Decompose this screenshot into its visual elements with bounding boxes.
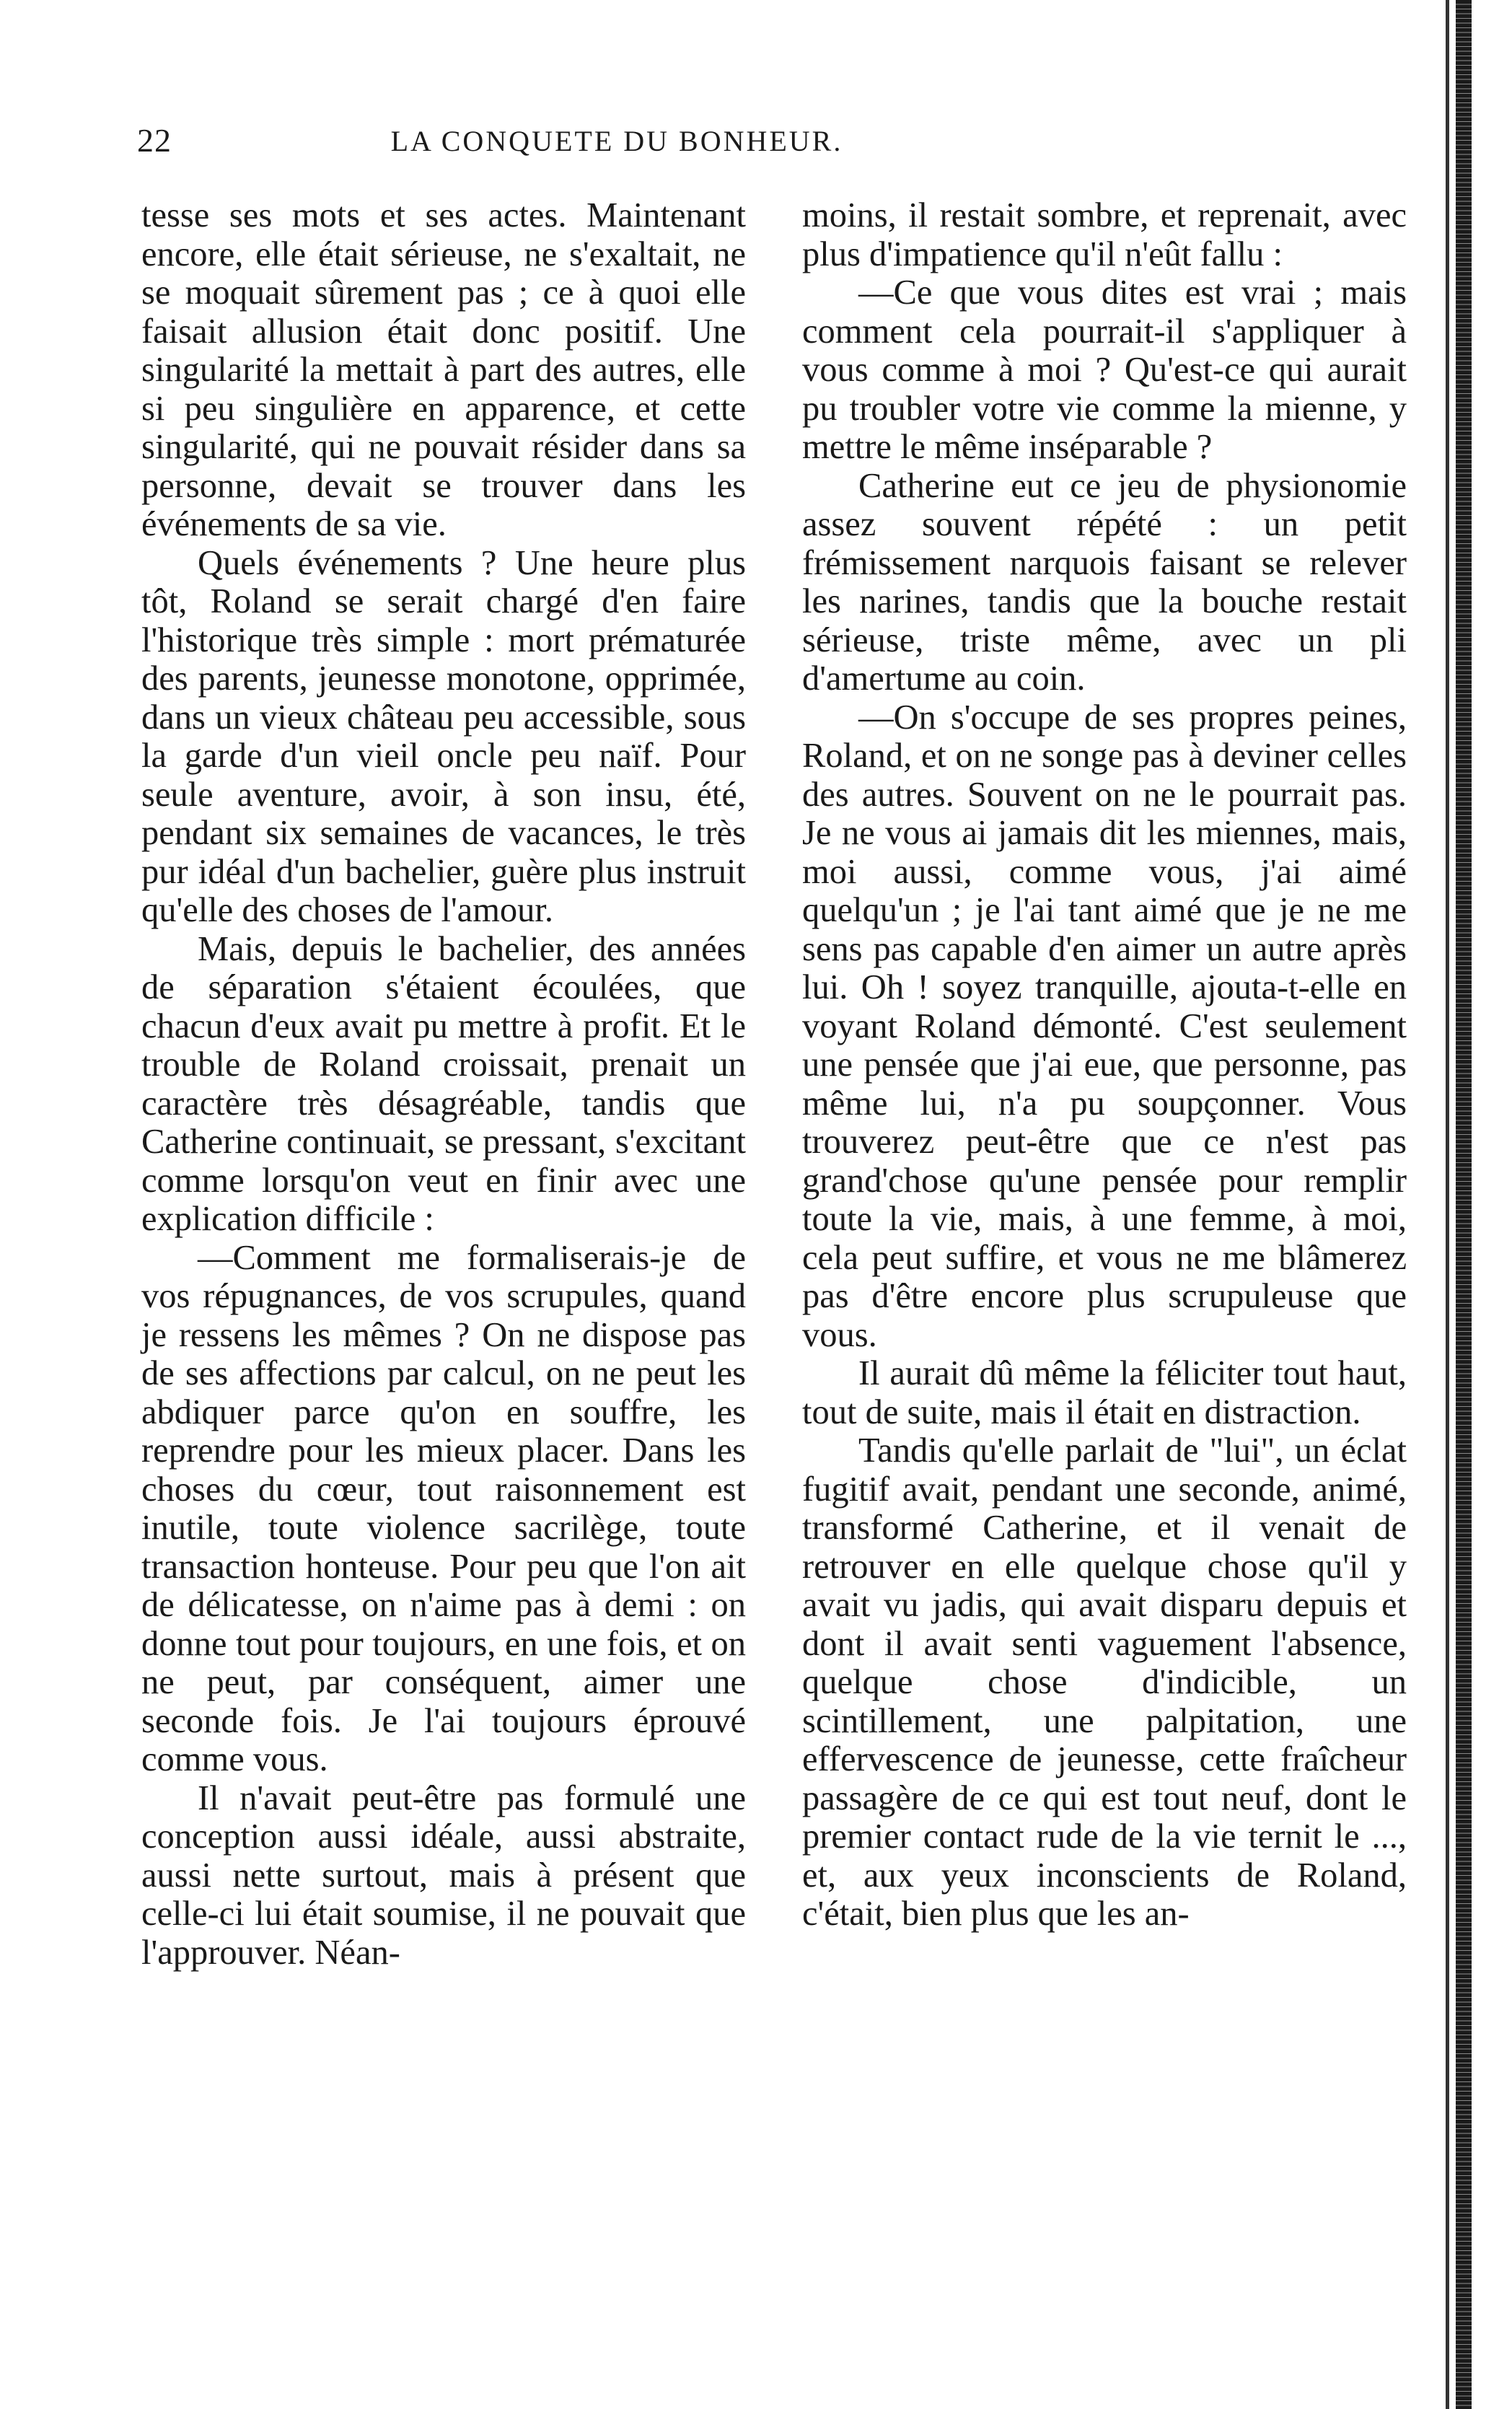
page-header: [137, 121, 1068, 164]
running-title: LA CONQUETE DU BONHEUR.: [390, 125, 843, 157]
binding-edge-line: [1446, 0, 1449, 2409]
paragraph: Il n'avait peut-être pas formulé une conception aussi idéale, aussi abstraite, aussi nette surtout, mais à présent que celle-ci lui était soumise, il ne pouvait que l'approuver. Néan-: [141, 1778, 746, 1972]
paragraph: Mais, depuis le bachelier, des années de séparation s'étaient écoulées, que chacun d'eux avait pu mettre à profit. Et le trouble de Roland croissait, prenait un caractère très désagréable, tandis que Catherine continuait, se pressant, s'excitant comme lorsqu'on veut en finir avec une explication difficile :: [141, 929, 746, 1238]
left-column: [141, 196, 746, 1972]
paragraph: —Ce que vous dites est vrai ; mais comment cela pourrait-il s'appliquer à vous comme à moi ? Qu'est-ce qui aurait pu troubler votre vie comme la mienne, y mettre le même inséparable ?: [802, 273, 1407, 466]
right-column: [802, 196, 1407, 1934]
page-number: 22: [137, 122, 172, 159]
paragraph: —Comment me formaliserais-je de vos répugnances, de vos scrupules, quand je ressens les mêmes ? On ne dispose pas de ses affections par calcul, on ne peut les abdiquer parce qu'on en souffre, les reprendre pour les mieux placer. Dans les choses du cœur, tout raisonnement est inutile, toute violence sacrilège, toute transaction honteuse. Pour peu que l'on ait de délicatesse, on n'aime pas à demi : on donne tout pour toujours, en une fois, et on ne peut, par conséquent, aimer une seconde fois. Je l'ai toujours éprouvé comme vous.: [141, 1238, 746, 1778]
paragraph: Il aurait dû même la féliciter tout haut, tout de suite, mais il était en distraction.: [802, 1354, 1407, 1431]
paragraph: Tandis qu'elle parlait de "lui", un éclat fugitif avait, pendant une seconde, animé, transformé Catherine, et il venait de retrouver en elle quelque chose qu'il y avait vu jadis, qui avait disparu depuis et dont il avait senti vaguement l'absence, quelque chose d'indicible, un scintillement, une palpitation, une effervescence de jeunesse, cette fraîcheur passagère de ce qui est tout neuf, dont le premier contact rude de la vie ternit le ..., et, aux yeux inconscients de Roland, c'était, bien plus que les an-: [802, 1431, 1407, 1933]
paragraph: tesse ses mots et ses actes. Maintenant encore, elle était sérieuse, ne s'exaltait, ne se moquait sûrement pas ; ce à quoi elle faisait allusion était donc positif. Une singularité la mettait à part des autres, elle si peu singulière en apparence, et cette singularité, qui ne pouvait résider dans sa personne, devait se trouver dans les événements de sa vie.: [141, 196, 746, 543]
binding-edge: [1456, 0, 1472, 2409]
paragraph: Quels événements ? Une heure plus tôt, Roland se serait chargé d'en faire l'historique très simple : mort prématurée des parents, jeunesse monotone, opprimée, dans un vieux château peu accessible, sous la garde d'un vieil oncle peu naïf. Pour seule aventure, avoir, à son insu, été, pendant six semaines de vacances, le très pur idéal d'un bachelier, guère plus instruit qu'elle des choses de l'amour.: [141, 543, 746, 929]
paragraph: —On s'occupe de ses propres peines, Roland, et on ne songe pas à deviner celles des autres. Souvent on ne le pourrait pas. Je ne vous ai jamais dit les miennes, mais, moi aussi, comme vous, j'ai aimé quelqu'un ; je l'ai tant aimé que je ne me sens pas capable d'en aimer un autre après lui. Oh ! soyez tranquille, ajouta-t-elle en voyant Roland démonté. C'est seulement une pensée que j'ai eue, que personne, pas même lui, n'a pu soupçonner. Vous trouverez peut-être que ce n'est pas grand'chose qu'une pensée pour remplir toute la vie, mais, à une femme, à moi, cela peut suffire, et vous ne me blâmerez pas d'être encore plus scrupuleuse que vous.: [802, 698, 1407, 1354]
paragraph: moins, il restait sombre, et reprenait, avec plus d'impatience qu'il n'eût fallu :: [802, 196, 1407, 273]
paragraph: Catherine eut ce jeu de physionomie assez souvent répété : un petit frémissement narquois faisant se relever les narines, tandis que la bouche restait sérieuse, triste même, avec un pli d'amertume au coin.: [802, 466, 1407, 698]
